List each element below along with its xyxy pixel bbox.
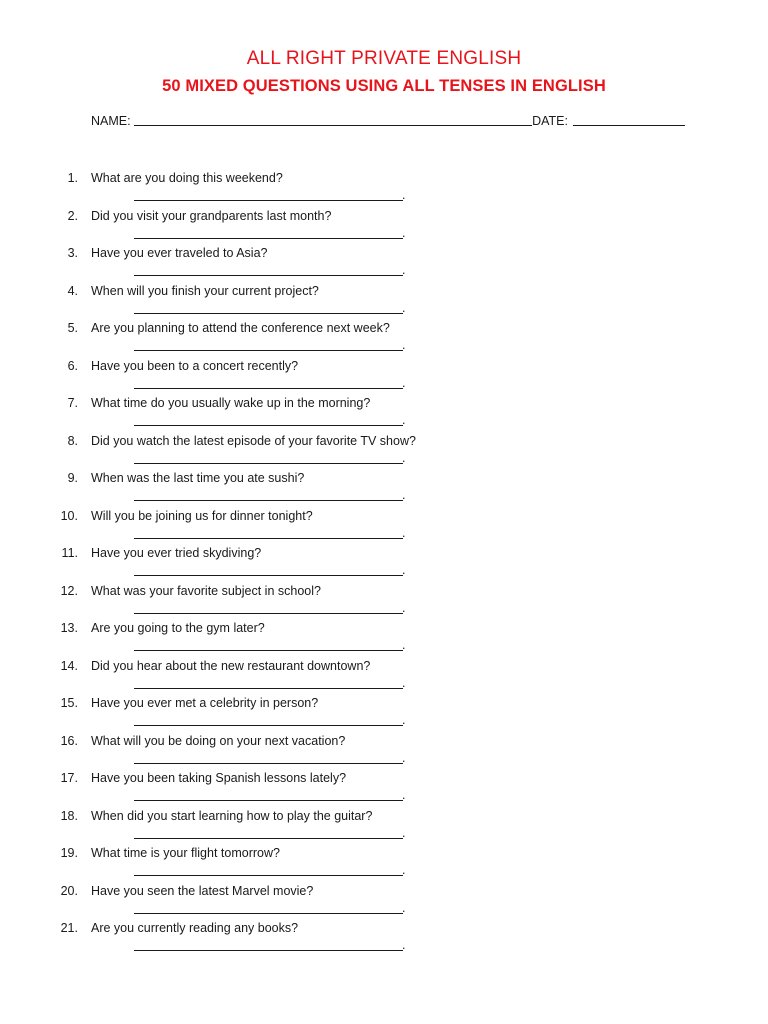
- date-field[interactable]: [573, 113, 685, 126]
- question-list: [0, 171, 768, 959]
- page-title: ALL RIGHT PRIVATE ENGLISH: [246, 48, 522, 69]
- question-item: [0, 621, 768, 659]
- answer-line[interactable]: [134, 300, 406, 315]
- answer-period: .: [402, 488, 406, 502]
- question-number: 6.: [67, 358, 78, 373]
- answer-period: .: [402, 188, 406, 202]
- question-number: 3.: [67, 246, 78, 260]
- answer-line[interactable]: [134, 450, 406, 465]
- answer-period: .: [402, 225, 406, 240]
- answer-line[interactable]: [134, 750, 406, 765]
- date-label: DATE:: [532, 114, 568, 128]
- question-number: 12.: [60, 583, 78, 598]
- question-item: [0, 171, 768, 209]
- answer-line[interactable]: [134, 600, 406, 615]
- question-text: What will you be doing on your next vacation?: [91, 733, 346, 748]
- answer-line[interactable]: [134, 713, 406, 727]
- question-text: Have you ever met a celebrity in person?: [91, 696, 319, 710]
- answer-line[interactable]: [134, 863, 406, 877]
- question-text: Did you visit your grandparents last month?: [91, 208, 332, 223]
- answer-line[interactable]: [134, 900, 406, 915]
- page-subtitle: 50 MIXED QUESTIONS USING ALL TENSES IN ENGLISH: [162, 77, 606, 95]
- answer-period: .: [402, 600, 406, 615]
- answer-line[interactable]: [134, 188, 406, 202]
- question-number: 17.: [60, 771, 78, 785]
- question-text: Have you ever traveled to Asia?: [91, 246, 268, 260]
- question-text: Are you planning to attend the conference next week?: [91, 321, 390, 335]
- answer-period: .: [402, 938, 406, 952]
- answer-period: .: [402, 300, 406, 315]
- question-text: What time is your flight tomorrow?: [91, 846, 280, 860]
- question-item: [0, 734, 768, 772]
- answer-line[interactable]: [134, 563, 406, 577]
- question-item: [0, 696, 768, 734]
- answer-period: .: [402, 413, 406, 427]
- question-text: When was the last time you ate sushi?: [91, 471, 305, 485]
- question-text: Have you been taking Spanish lessons lately?: [91, 771, 347, 785]
- question-number: 9.: [67, 471, 78, 485]
- name-label: NAME:: [91, 114, 131, 128]
- answer-period: .: [402, 563, 406, 577]
- name-field[interactable]: [134, 113, 532, 126]
- answer-line[interactable]: [134, 263, 406, 277]
- answer-line[interactable]: [134, 825, 406, 840]
- question-item: [0, 246, 768, 284]
- question-text: Have you been to a concert recently?: [91, 358, 299, 373]
- question-number: 4.: [67, 283, 78, 298]
- question-text: Have you ever tried skydiving?: [91, 546, 262, 560]
- question-number: 7.: [67, 396, 78, 410]
- answer-period: .: [402, 638, 406, 652]
- question-text: When did you start learning how to play the guitar?: [91, 808, 373, 823]
- question-number: 14.: [60, 658, 78, 673]
- answer-line[interactable]: [134, 675, 406, 690]
- question-item: [0, 846, 768, 884]
- question-item: [0, 921, 768, 959]
- question-text: Will you be joining us for dinner tonight?: [91, 508, 313, 523]
- question-item: [0, 321, 768, 359]
- question-number: 8.: [67, 433, 78, 448]
- question-number: 16.: [60, 733, 78, 748]
- answer-line[interactable]: [134, 638, 406, 652]
- answer-line[interactable]: [134, 338, 406, 352]
- question-number: 20.: [60, 883, 78, 898]
- question-text: Have you seen the latest Marvel movie?: [91, 883, 314, 898]
- question-text: What time do you usually wake up in the morning?: [91, 396, 371, 410]
- answer-period: .: [402, 825, 406, 840]
- answer-period: .: [402, 900, 406, 915]
- question-item: [0, 359, 768, 397]
- question-item: [0, 434, 768, 472]
- answer-period: .: [402, 750, 406, 765]
- question-item: [0, 809, 768, 847]
- question-text: When will you finish your current project?: [91, 283, 319, 298]
- question-item: [0, 546, 768, 584]
- question-number: 18.: [60, 808, 78, 823]
- answer-line[interactable]: [134, 375, 406, 390]
- question-number: 19.: [60, 846, 78, 860]
- answer-line[interactable]: [134, 488, 406, 502]
- question-item: [0, 209, 768, 247]
- question-item: [0, 584, 768, 622]
- answer-period: .: [402, 788, 406, 802]
- answer-period: .: [402, 863, 406, 877]
- answer-period: .: [402, 525, 406, 540]
- question-number: 13.: [60, 621, 78, 635]
- question-number: 5.: [67, 321, 78, 335]
- answer-period: .: [402, 675, 406, 690]
- question-text: Are you currently reading any books?: [91, 921, 299, 935]
- answer-period: .: [402, 375, 406, 390]
- question-item: [0, 284, 768, 322]
- question-number: 21.: [60, 921, 78, 935]
- answer-period: .: [402, 713, 406, 727]
- answer-period: .: [402, 263, 406, 277]
- name-date-row: [91, 113, 685, 128]
- question-item: [0, 884, 768, 922]
- question-item: [0, 471, 768, 509]
- question-text: What was your favorite subject in school?: [91, 583, 321, 598]
- answer-line[interactable]: [134, 225, 406, 240]
- question-number: 2.: [67, 208, 78, 223]
- question-text: Did you watch the latest episode of your favorite TV show?: [91, 433, 416, 448]
- question-item: [0, 509, 768, 547]
- answer-line[interactable]: [134, 938, 406, 952]
- answer-line[interactable]: [134, 413, 406, 427]
- answer-period: .: [402, 338, 406, 352]
- question-item: [0, 659, 768, 697]
- question-number: 11.: [61, 546, 78, 560]
- question-text: What are you doing this weekend?: [91, 171, 283, 185]
- question-number: 1.: [67, 171, 78, 185]
- question-number: 15.: [60, 696, 78, 710]
- question-text: Are you going to the gym later?: [91, 621, 265, 635]
- answer-line[interactable]: [134, 788, 406, 802]
- answer-line[interactable]: [134, 525, 406, 540]
- question-text: Did you hear about the new restaurant downtown?: [91, 658, 371, 673]
- question-item: [0, 771, 768, 809]
- question-number: 10.: [60, 508, 78, 523]
- question-item: [0, 396, 768, 434]
- answer-period: .: [402, 450, 406, 465]
